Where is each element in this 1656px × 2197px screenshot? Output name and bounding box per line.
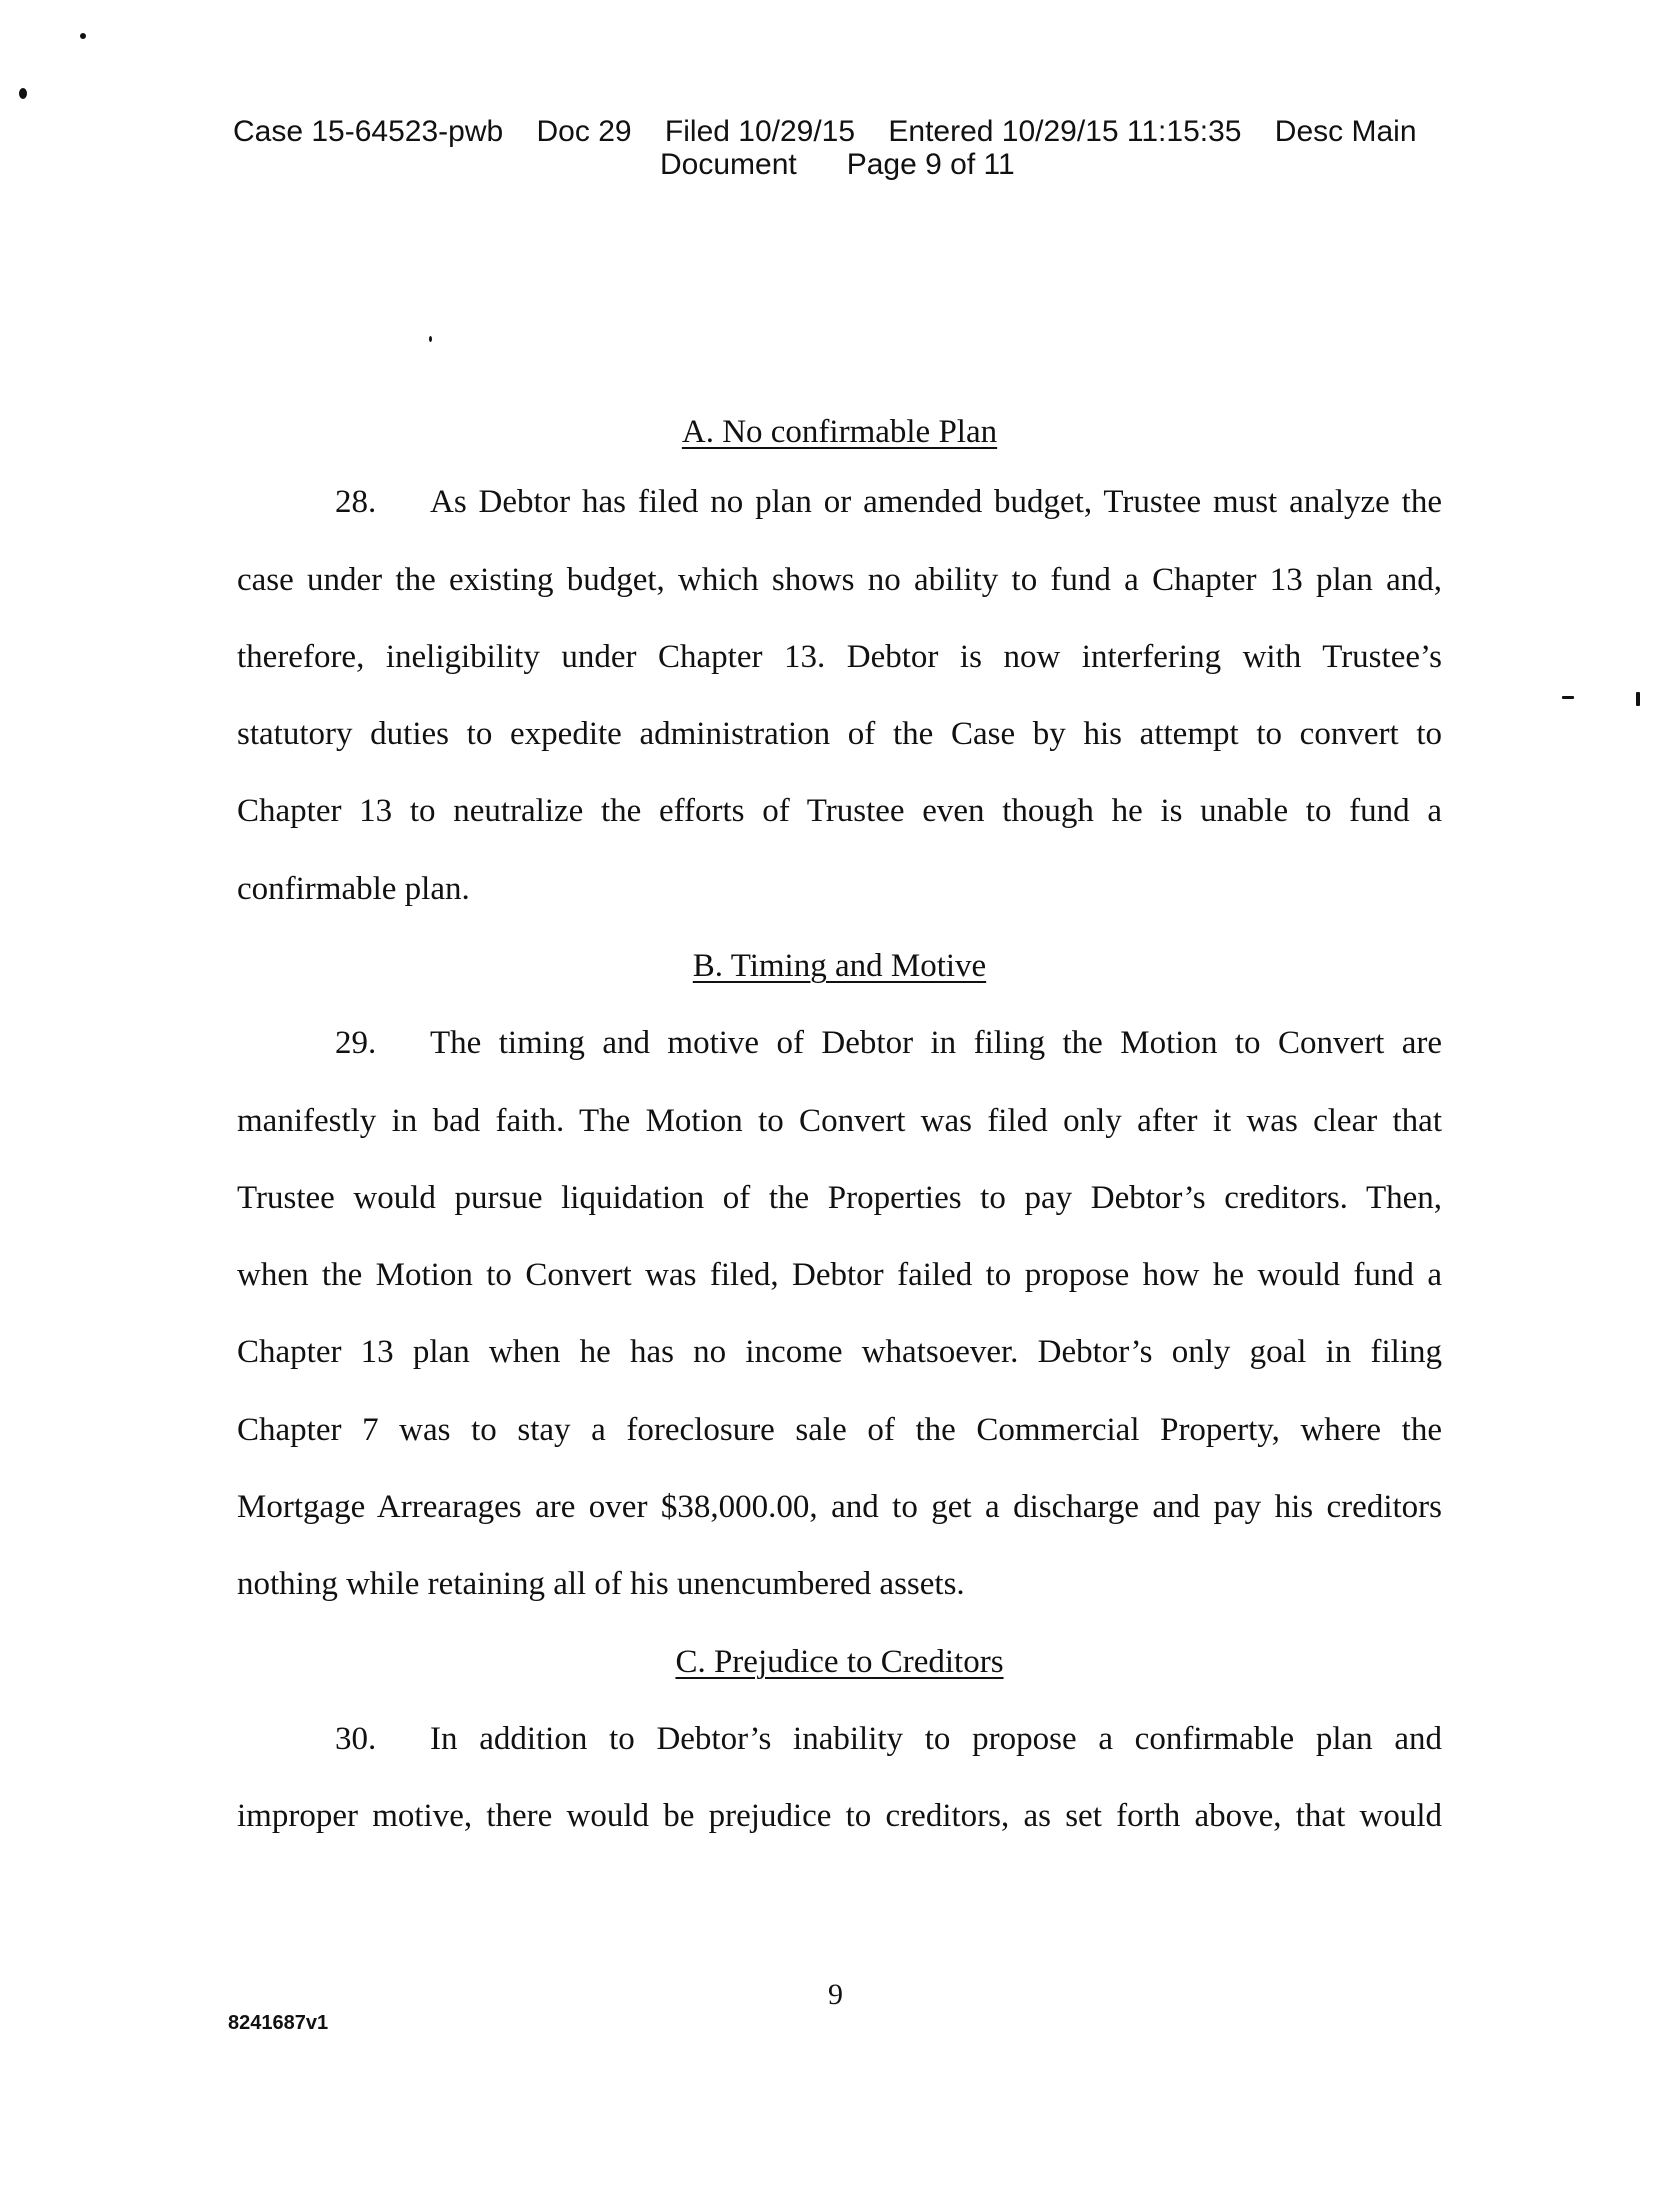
case-header-line1: Case 15-64523-pwb Doc 29 Filed 10/29/15 Entered 10/29/15 11:15:35 Desc Main <box>233 115 1417 148</box>
paragraph-number-30: 30. <box>335 1721 377 1757</box>
case-header-line2: Document Page 9 of 11 <box>660 148 1015 181</box>
paragraph-29-line: The timing and motive of Debtor in filing the Motion to Convert are <box>430 1025 1442 1061</box>
paragraph-28-line: confirmable plan. <box>237 871 470 907</box>
paragraph-29-line: Chapter 7 was to stay a foreclosure sale of the Commercial Property, where the <box>237 1412 1442 1448</box>
paragraph-28-line: therefore, ineligibility under Chapter 13. Debtor is now interfering with Trustee’s <box>237 639 1442 675</box>
section-heading-a: A. No confirmable Plan <box>681 414 998 450</box>
paragraph-30-line: In addition to Debtor’s inability to propose a confirmable plan and <box>430 1721 1442 1757</box>
paragraph-29-line: Chapter 13 plan when he has no income whatsoever. Debtor’s only goal in filing <box>237 1334 1442 1370</box>
paragraph-28-line: Chapter 13 to neutralize the efforts of Trustee even though he is unable to fund a <box>237 793 1442 829</box>
paragraph-29-line: Trustee would pursue liquidation of the Properties to pay Debtor’s creditors. Then, <box>237 1180 1442 1216</box>
scan-speck <box>19 88 27 99</box>
paragraph-29-line: nothing while retaining all of his unencumbered assets. <box>237 1566 965 1602</box>
paragraph-28-line: As Debtor has filed no plan or amended budget, Trustee must analyze the <box>430 484 1442 520</box>
paragraph-number-29: 29. <box>335 1025 377 1061</box>
paragraph-29-line: manifestly in bad faith. The Motion to Convert was filed only after it was clear that <box>237 1103 1442 1139</box>
paragraph-29-line: when the Motion to Convert was filed, Debtor failed to propose how he would fund a <box>237 1257 1442 1293</box>
section-heading-b: B. Timing and Motive <box>692 948 987 984</box>
section-heading-c: C. Prejudice to Creditors <box>675 1644 1004 1680</box>
paragraph-28-line: statutory duties to expedite administration of the Case by his attempt to convert to <box>237 716 1442 752</box>
scan-speck <box>1562 696 1574 699</box>
document-id: 8241687v1 <box>228 2012 329 2034</box>
paragraph-28-line: case under the existing budget, which shows no ability to fund a Chapter 13 plan and, <box>237 562 1442 598</box>
scan-speck <box>429 336 432 342</box>
scan-speck <box>1636 692 1640 706</box>
scan-speck <box>80 33 86 39</box>
paragraph-29-line: Mortgage Arrearages are over $38,000.00, and to get a discharge and pay his creditors <box>237 1489 1442 1525</box>
paragraph-30-line: improper motive, there would be prejudice to creditors, as set forth above, that would <box>237 1798 1442 1834</box>
paragraph-number-28: 28. <box>335 484 377 520</box>
page-number: 9 <box>828 1978 843 2011</box>
